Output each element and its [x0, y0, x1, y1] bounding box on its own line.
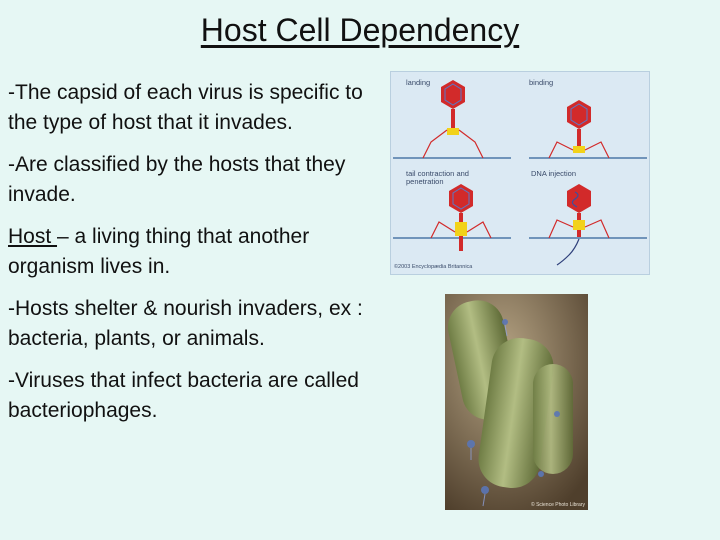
phage-binding: [549, 100, 609, 158]
paragraph-bacteriophages: -Viruses that infect bacteria are called bacteriophages.: [8, 369, 359, 422]
bacteriophage-infection-diagram: [390, 71, 650, 275]
paragraph-classified: -Are classified by the hosts that they invade.: [8, 153, 346, 206]
label-binding: binding: [529, 78, 554, 87]
label-landing: landing: [406, 78, 431, 87]
bacteriophage-micrograph: [445, 294, 588, 510]
slide-title: Host Cell Dependency: [200, 12, 520, 48]
diagram-copyright: ©2003 Encyclopædia Britannica: [394, 264, 473, 270]
host-term: Host: [8, 225, 58, 248]
micrograph-svg: [445, 294, 588, 510]
paragraph-shelter: -Hosts shelter & nourish invaders, ex : bacteria, plants, or animals.: [8, 297, 363, 350]
paragraph-host-definition: [8, 222, 368, 282]
phage-dna-injection: [549, 184, 609, 265]
label-dna-injection: DNA injection: [531, 169, 577, 178]
phage-tail-contraction: [431, 184, 491, 251]
phage-landing: [423, 80, 483, 158]
micrograph-credit: © Science Photo Library: [531, 502, 585, 508]
host-definition: – a living thing that another organism lives in.: [8, 225, 310, 278]
bullet-list: [8, 78, 368, 438]
label-tail-contraction: tail contraction and penetration: [406, 169, 469, 186]
paragraph-capsid: -The capsid of each virus is specific to the type of host that it invades.: [8, 81, 363, 134]
